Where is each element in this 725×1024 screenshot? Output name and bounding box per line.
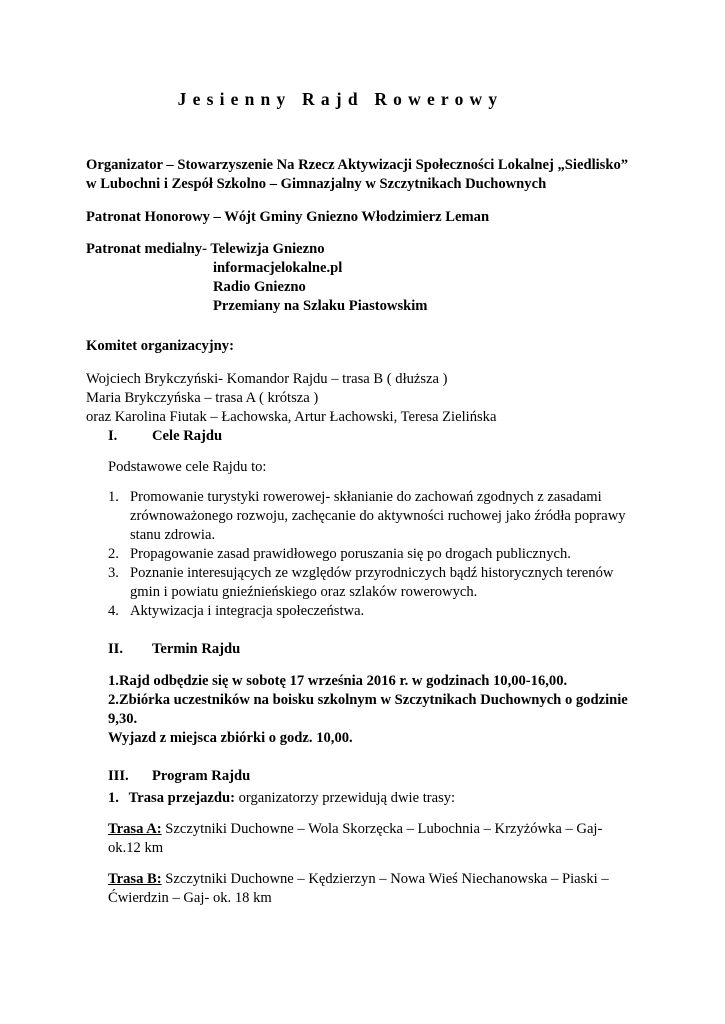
document-title: Jesienny Rajd Rowerowy bbox=[177, 89, 504, 109]
section-2-heading: Termin Rajdu bbox=[152, 641, 241, 657]
section-3-number: III. bbox=[108, 768, 129, 784]
honorary-patronage: Patronat Honorowy – Wójt Gminy Gniezno Włodzimierz Leman bbox=[86, 209, 490, 225]
list-item-number: 2. bbox=[108, 546, 119, 562]
list-item-line: zrównoważonego rozwoju, zachęcanie do aktywności ruchowej jako źródła poprawy bbox=[130, 508, 626, 524]
committee-heading: Komitet organizacyjny: bbox=[86, 338, 234, 354]
media-patron-item: Radio Gniezno bbox=[213, 279, 306, 295]
route-a-line-1 bbox=[108, 820, 602, 839]
media-patron-item: informacjelokalne.pl bbox=[213, 260, 343, 276]
section-1-heading: Cele Rajdu bbox=[152, 428, 223, 444]
program-item-text: organizatorzy przewidują dwie trasy: bbox=[234, 790, 456, 806]
program-item-number: 1. bbox=[108, 790, 119, 806]
schedule-line: 2.Zbiórka uczestników na boisku szkolnym w Szczytnikach Duchownych o godzinie bbox=[108, 692, 628, 708]
route-a-label: Trasa A: bbox=[108, 821, 162, 837]
list-item-line: Propagowanie zasad prawidłowego poruszania się po drogach publicznych. bbox=[130, 546, 571, 562]
organizer-line-2: w Lubochni i Zespół Szkolno – Gimnazjalny w Szczytnikach Duchownych bbox=[86, 176, 547, 192]
committee-line: Maria Brykczyńska – trasa A ( krótsza ) bbox=[86, 390, 319, 406]
list-item-line: Promowanie turystyki rowerowej- skłanianie do zachowań zgodnych z zasadami bbox=[130, 489, 602, 505]
program-item-1 bbox=[108, 789, 455, 808]
section-3-heading: Program Rajdu bbox=[152, 768, 251, 784]
section-2-number: II. bbox=[108, 641, 124, 657]
route-b-label: Trasa B: bbox=[108, 871, 162, 887]
media-patronage-label: Patronat medialny- Telewizja Gniezno bbox=[86, 241, 325, 257]
route-a-line-2: ok.12 km bbox=[108, 840, 164, 856]
route-b-line-1 bbox=[108, 870, 609, 889]
list-item-number: 3. bbox=[108, 565, 119, 581]
list-item-line: Aktywizacja i integracja społeczeństwa. bbox=[130, 603, 365, 619]
organizer-line-1: Organizator – Stowarzyszenie Na Rzecz Aktywizacji Społeczności Lokalnej „Siedlisko” bbox=[86, 157, 629, 173]
schedule-line: 9,30. bbox=[108, 711, 138, 727]
schedule-line: Wyjazd z miejsca zbiórki o godz. 10,00. bbox=[108, 730, 353, 746]
committee-line: Wojciech Brykczyński- Komandor Rajdu – trasa B ( dłuższa ) bbox=[86, 371, 448, 387]
list-item-number: 1. bbox=[108, 489, 119, 505]
program-item-label: Trasa przejazdu: bbox=[128, 790, 235, 806]
list-item-number: 4. bbox=[108, 603, 119, 619]
list-item-line: gmin i powiatu gnieźnieńskiego oraz szlaków rowerowych. bbox=[130, 584, 478, 600]
list-item-line: Poznanie interesujących ze względów przyrodniczych bądź historycznych terenów bbox=[130, 565, 614, 581]
list-item-line: stanu zdrowia. bbox=[130, 527, 216, 543]
section-1-intro: Podstawowe cele Rajdu to: bbox=[108, 459, 267, 475]
committee-line: oraz Karolina Fiutak – Łachowska, Artur Łachowski, Teresa Zielińska bbox=[86, 409, 497, 425]
route-a-text: Szczytniki Duchowne – Wola Skorzęcka – Lubochnia – Krzyżówka – Gaj- bbox=[161, 821, 603, 837]
media-patron-item: Przemiany na Szlaku Piastowskim bbox=[213, 298, 428, 314]
route-b-line-2: Ćwierdzin – Gaj- ok. 18 km bbox=[108, 890, 272, 906]
route-b-text: Szczytniki Duchowne – Kędzierzyn – Nowa Wieś Niechanowska – Piaski – bbox=[161, 871, 609, 887]
section-1-number: I. bbox=[108, 428, 118, 444]
schedule-line: 1.Rajd odbędzie się w sobotę 17 września 2016 r. w godzinach 10,00-16,00. bbox=[108, 673, 568, 689]
